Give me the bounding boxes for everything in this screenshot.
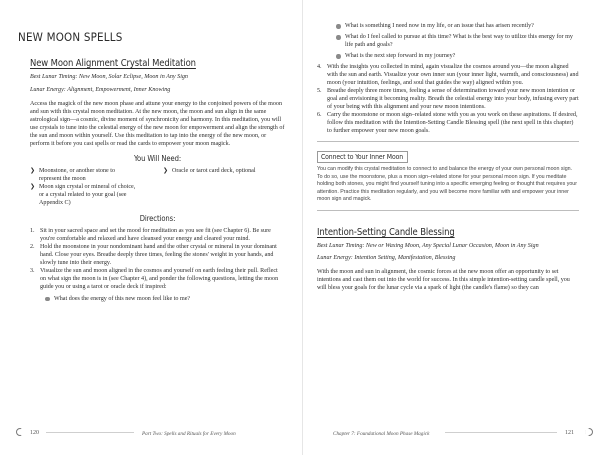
step-number: 4. [317,64,322,70]
supply-text: Moon sign crystal or mineral of choice, or a crystal related to your goal (see Appendix C) [39,183,136,206]
crescent-moon-icon [585,428,593,436]
chevron-right-icon: ❯ [163,167,169,174]
intro-text: Access the magick of the new moon phase and attune your energy to the conjoined powers of the moon and sun with this crystal moon meditation. At the new moon, the moon and sun align in the same astrological sign—a cosmic, divine moment of synchronicity and harmony. In this meditation, you will use crystals to tune into the celestial energy of the new moon for empowerment and align the strength of the sun and moon within yourself. Use this meditation to tap into the energy of the new moon, or perform it before you cast spells or read the cards to empower your moon magick. [30,100,285,147]
step-text: Sit in your sacred space and set the mood for meditation as you see fit (see Chapter 6). Be sure you're comfortable and relaxed and have cleansed your energy and cleared your mind. [40,227,271,242]
sidebar-box-title: Connect to Your Inner Moon [317,151,408,163]
right-column [317,22,579,292]
direction-step-3 [30,267,285,291]
reflection-question [333,33,579,49]
step-text: Breathe deeply three more times, feeling a sense of determination toward your new moon intention or goal and envisioning it becoming reality. Breath the celestial energy into your body, infusing every part of your being with this alignment and your new moon intentions. [327,88,579,110]
intro-paragraph [30,100,285,148]
chevron-right-icon: ❯ [30,183,36,190]
step-number: 1. [30,227,35,234]
supplies-column-2 [163,167,285,207]
lunar-timing: Best Lunar Timing: New Moon, Solar Eclipse, Moon in Any Sign [30,74,188,80]
left-column [30,58,285,303]
section-title-crystal-meditation: New Moon Alignment Crystal Meditation [30,58,196,69]
supply-item [30,183,138,207]
directions-list [30,227,285,291]
reflection-question [333,22,579,30]
reflection-question [42,295,285,303]
supplies-column-1 [30,167,138,207]
bullet-icon [42,295,54,303]
reflection-questions [333,22,579,60]
lunar-energy: Lunar Energy: Intention Setting, Manifestation, Blessing [317,255,456,262]
page-number: 120 [30,430,39,436]
chevron-right-icon: ❯ [30,167,36,174]
right-page [303,0,606,455]
supply-item [30,167,138,183]
section-title-candle-blessing: Intention-Setting Candle Blessing [317,226,455,238]
supplies-list [30,167,285,207]
direction-step-2 [30,243,285,267]
running-footer: Chapter 7: Foundational Moon Phase Magick [333,431,430,437]
direction-step-6 [317,111,579,135]
bullet-icon [333,33,345,49]
question-text: What is the next step forward in my journey? [345,53,456,59]
reflection-question [333,52,579,60]
crescent-moon-icon [16,428,24,436]
step-text: Hold the moonstone in your nondominant hand and the other crystal or mineral in your dominant hand. Close your eyes. Breathe deeply three times, feeling the stones' weight in your hands, and slowly tune into their energy. [40,243,277,266]
footer-rule [445,432,557,433]
supply-item [163,167,285,175]
direction-step-4 [317,63,579,87]
running-footer: Part Two: Spells and Rituals for Every Moon [142,431,236,437]
bullet-icon [333,22,345,30]
step-number: 5. [317,88,322,94]
step-number: 6. [317,112,322,118]
bullet-icon [333,52,345,60]
footer-rule [46,432,134,433]
chapter-title: NEW MOON SPELLS [18,29,123,44]
step-text: Carry the moonstone or moon sign–related stone with you as you work on these aspirations. If desired, follow this meditation with the Intention-Setting Candle Blessing spell (the next spell in this chapter) to further empower your new moon goals. [327,112,578,134]
step-text: With the insights you collected in mind, again visualize the cosmos around you—the moon aligned with the sun and earth. Visualize your own inner sun (your inner light, warmth, and consciousness) and moon (your intuition, feelings, and soul that guides the way) aligned within you. [327,64,579,86]
lunar-energy: Lunar Energy: Alignment, Empowerment, Inner Knowing [30,86,171,93]
question-text: What do I feel called to pursue at this time? What is the best way to utilize this energy for my life path and goals? [345,34,573,48]
you-will-need-heading: You Will Need: [133,153,182,163]
step-text: Visualize the sun and moon aligned in the cosmos and yourself on earth feeling their pull. Reflect on what sign the moon is in (see Chapter 4), and ponder the following questions, letting the moon guide you or using a tarot or oracle deck if inspired: [40,267,279,290]
lunar-timing: Best Lunar Timing: New or Waxing Moon, Any Special Lunar Occasion, Moon in Any Sign [317,242,539,249]
directions-list-continued [317,63,579,135]
directions-heading: Directions: [139,213,176,223]
page-number: 121 [565,430,574,436]
question-text: What is something I need now in my life, or an issue that has arisen recently? [345,23,534,29]
sidebar-box-text: You can modify this crystal meditation to connect to and balance the energy of your own personal moon sign. To do so, use the moonstone, plus a moon sign–related stone for your personal moon sign. If you meditate holding both stones, you might find yourself tuning into a specific emerging feeling or thought that requires your attention. Practice this meditation regularly, and you will become more familiar with and empower your inner moon sign and magick. [317,166,577,202]
direction-step-1 [30,227,285,243]
question-text: What does the energy of this new moon feel like to me? [54,295,191,302]
step-number: 3. [30,267,35,274]
intro-paragraph [317,268,579,292]
intro-text: With the moon and sun in alignment, the cosmic forces at the new moon offer an opportunity to set intentions and cast them out into the world for success. In this simple intention-setting candle spell, you will bless your goals for the lunar cycle via a spark of light (the candle's flame) so they can [317,269,570,292]
sidebar-box [317,141,579,211]
supply-text: Moonstone, or another stone to represent the moon [39,167,115,182]
step-number: 2. [30,243,35,250]
direction-step-5 [317,87,579,111]
supply-text: Oracle or tarot card deck, optional [172,167,256,174]
